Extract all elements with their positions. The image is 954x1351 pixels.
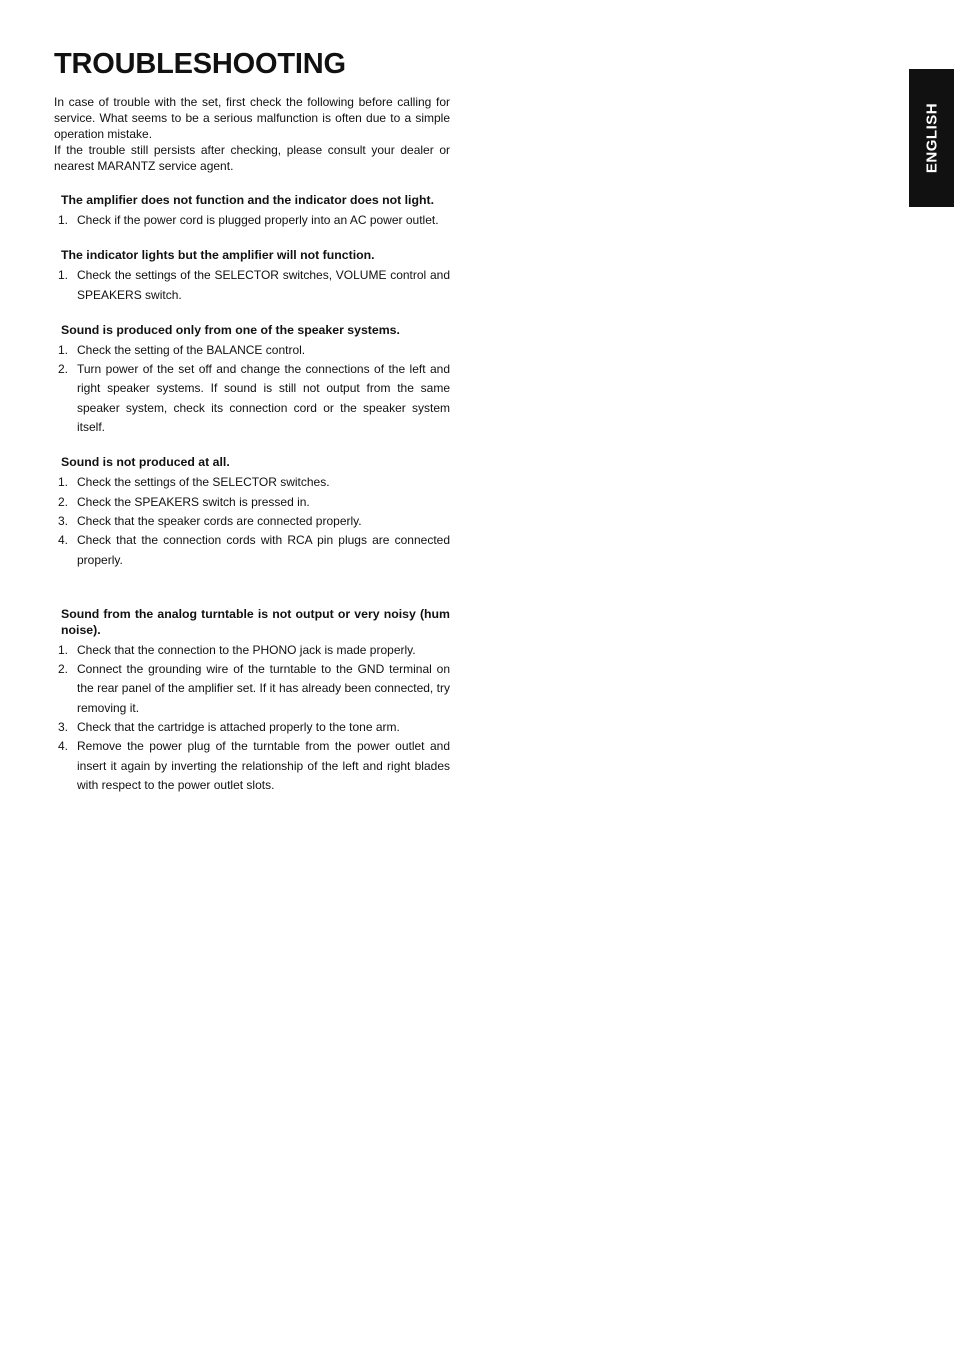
item-number: 2. <box>58 362 69 377</box>
section-no-sound <box>54 454 450 569</box>
item-number: 3. <box>58 720 69 735</box>
item-text: Check the settings of the SELECTOR switches, VOLUME control and SPEAKERS switch. <box>77 268 450 302</box>
item-text: Check that the speaker cords are connected properly. <box>77 513 362 528</box>
item-text: Check that the cartridge is attached properly to the tone arm. <box>77 720 400 735</box>
item-text: Check the SPEAKERS switch is pressed in. <box>77 494 310 509</box>
item-text: Turn power of the set off and change the connections of the left and right speaker systems. If sound is still not output from the same speaker system, check its connection cord or the speaker system itself. <box>77 362 450 435</box>
language-tab <box>909 69 954 207</box>
check-item <box>54 660 450 718</box>
section-one-speaker <box>54 322 450 437</box>
item-number: 1. <box>58 342 69 357</box>
section-heading: The indicator lights but the amplifier will not function. <box>61 248 375 263</box>
item-number: 2. <box>58 494 69 509</box>
item-text: Check the setting of the BALANCE control. <box>77 342 306 357</box>
check-list <box>54 211 450 230</box>
section-no-power <box>54 192 450 230</box>
intro-paragraph: In case of trouble with the set, first check the following before calling for service. What seems to be a serious malfunction is often due to a simple operation mistake. <box>54 95 450 141</box>
check-item <box>54 360 450 437</box>
intro-text <box>54 94 450 174</box>
item-text: Connect the grounding wire of the turntable to the GND terminal on the rear panel of the amplifier set. If it has already been connected, try removing it. <box>77 662 450 715</box>
intro-paragraph: If the trouble still persists after checking, please consult your dealer or nearest MARANTZ service agent. <box>54 143 450 173</box>
item-number: 1. <box>58 642 69 657</box>
section-heading: Sound is not produced at all. <box>61 455 230 470</box>
check-item <box>54 718 450 737</box>
item-text: Check the settings of the SELECTOR switches. <box>77 475 330 490</box>
check-item <box>54 641 450 660</box>
item-number: 4. <box>58 533 69 548</box>
item-number: 1. <box>58 213 69 227</box>
check-item <box>54 341 450 360</box>
item-number: 4. <box>58 739 69 754</box>
section-heading: Sound is produced only from one of the speaker systems. <box>61 322 400 337</box>
item-text: Remove the power plug of the turntable from the power outlet and insert it again by inverting the relationship of the left and right blades with respect to the power outlet slots. <box>77 739 450 792</box>
check-item <box>54 266 450 305</box>
section-turntable <box>54 606 450 795</box>
item-number: 2. <box>58 662 69 677</box>
section-indicator-lights <box>54 247 450 305</box>
check-list <box>54 473 450 569</box>
check-list <box>54 641 450 795</box>
check-item <box>54 531 450 570</box>
check-list <box>54 266 450 305</box>
item-number: 1. <box>58 475 69 490</box>
item-number: 1. <box>58 268 69 283</box>
check-list <box>54 341 450 437</box>
item-text: Check that the connection to the PHONO jack is made properly. <box>77 642 416 657</box>
troubleshooting-sections <box>54 192 450 795</box>
section-heading: Sound from the analog turntable is not output or very noisy (hum noise). <box>61 606 450 637</box>
page-title: TROUBLESHOOTING <box>54 48 346 80</box>
check-item <box>54 211 450 230</box>
item-number: 3. <box>58 513 69 528</box>
item-text: Check that the connection cords with RCA pin plugs are connected properly. <box>77 533 450 567</box>
section-heading: The amplifier does not function and the indicator does not light. <box>61 193 435 207</box>
check-item <box>54 737 450 795</box>
check-item <box>54 493 450 512</box>
check-item <box>54 473 450 492</box>
language-tab-label: ENGLISH <box>923 102 940 174</box>
check-item <box>54 512 450 531</box>
item-text: Check if the power cord is plugged properly into an AC power outlet. <box>77 213 439 227</box>
